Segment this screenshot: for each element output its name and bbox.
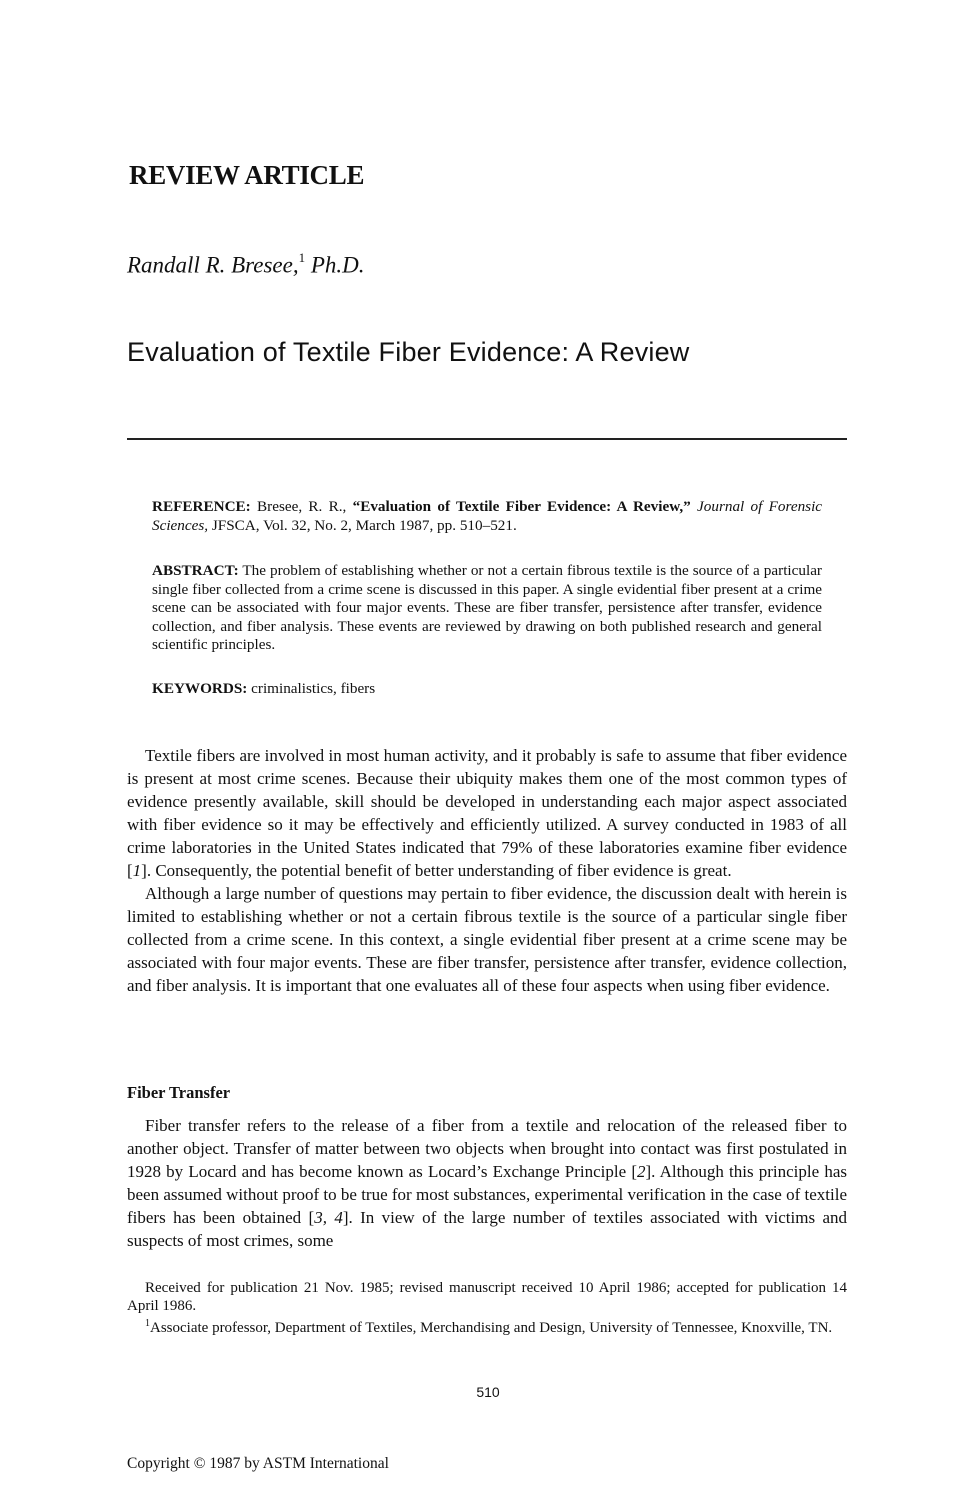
intro-paragraph-1: [127, 744, 847, 882]
footnote-affiliation: [127, 1315, 847, 1338]
reference-article: “Evaluation of Textile Fiber Evidence: A Review,”: [352, 498, 691, 515]
fiber-transfer-section: [127, 1114, 847, 1252]
affiliation-text: Associate professor, Department of Textiles, Merchandising and Design, University of Tennessee, Knoxville, TN.: [150, 1320, 833, 1336]
section-label: REVIEW ARTICLE: [129, 160, 365, 190]
reference-authors: Bresee, R. R.,: [257, 498, 347, 515]
reference-label: REFERENCE:: [152, 498, 251, 515]
fiber-transfer-paragraph: [127, 1114, 847, 1252]
ft-text-b: ]. Although this principle has been assumed without proof to be true for most substances, experimental verification in the case of textile fibers has been obtained [: [127, 1162, 847, 1227]
intro-p1-text: Textile fibers are involved in most human activity, and it probably is safe to assume that fiber evidence is present at most crime scenes. Because their ubiquity makes them one of the most common types of evidence presently available, skill should be developed in understanding each major aspect associated with fiber evidence so it may be effectively and efficiently utilized. A survey conducted in 1983 of all crime laboratories in the United States indicated that 79% of these laboratories examine fiber evidence [: [127, 746, 847, 880]
introduction: [127, 744, 847, 997]
ft-text-a: Fiber transfer refers to the release of a fiber from a textile and relocation of the released fiber to another object. Transfer of matter between two objects when brought into contact was first postulated in 1928 by Locard and has become known as Locard’s Exchange Principle [: [127, 1116, 847, 1181]
abstract-block: [152, 562, 822, 655]
footnotes: [127, 1280, 847, 1338]
author-line: [127, 252, 365, 279]
intro-paragraph-2: Although a large number of questions may pertain to fiber evidence, the discussion dealt with herein is limited to establishing whether or not a certain fibrous textile is the source of a particular single fiber collected from a crime scene. In this context, a single evidential fiber present at a crime scene may be associated with four major events. These are fiber transfer, persistence after transfer, evidence collection, and fiber analysis. It is important that one evaluates all of these four aspects when using fiber evidence.: [127, 884, 847, 995]
abstract-label: ABSTRACT:: [152, 562, 239, 579]
author-name: Randall R. Bresee,: [127, 252, 299, 278]
reference-journal: Journal of Forensic Sciences,: [152, 498, 823, 534]
footnote-received: Received for publication 21 Nov. 1985; revised manuscript received 10 April 1986; accepted for publication 14 April 1986.: [127, 1280, 847, 1314]
citation-3-4: 3, 4: [314, 1208, 343, 1227]
title-divider: [127, 438, 847, 440]
intro-p1-text-end: ]. Consequently, the potential benefit of better understanding of fiber evidence is great.: [141, 861, 732, 880]
reference-block: [152, 498, 822, 535]
affiliation-mark: 1: [145, 1318, 150, 1329]
page-number: 510: [476, 1384, 500, 1400]
abstract-text: The problem of establishing whether or not a certain fibrous textile is the source of a particular single fiber collected from a crime scene is discussed in this paper. A single evidential fiber present at a crime scene can be associated with four major events. These are fiber transfer, persistence after transfer, evidence collection, and fiber analysis. These events are reviewed by drawing on both published research and general scientific principles.: [152, 562, 822, 653]
author-degree: Ph.D.: [310, 252, 365, 278]
section-heading-fiber-transfer: Fiber Transfer: [127, 1083, 231, 1102]
citation-1: 1: [132, 861, 142, 880]
keywords-block: [152, 680, 822, 699]
article-title: Evaluation of Textile Fiber Evidence: A Review: [127, 337, 690, 367]
keywords-text: criminalistics, fibers: [251, 680, 376, 697]
copyright-notice: Copyright © 1987 by ASTM International: [127, 1455, 389, 1472]
reference-details: JFSCA, Vol. 32, No. 2, March 1987, pp. 510–521.: [211, 516, 517, 534]
author-footnote-mark: 1: [298, 250, 306, 265]
keywords-label: KEYWORDS:: [152, 680, 248, 697]
ft-text-c: ]. In view of the large number of textiles associated with victims and suspects of most crimes, some: [127, 1208, 847, 1250]
citation-2: 2: [636, 1162, 646, 1181]
